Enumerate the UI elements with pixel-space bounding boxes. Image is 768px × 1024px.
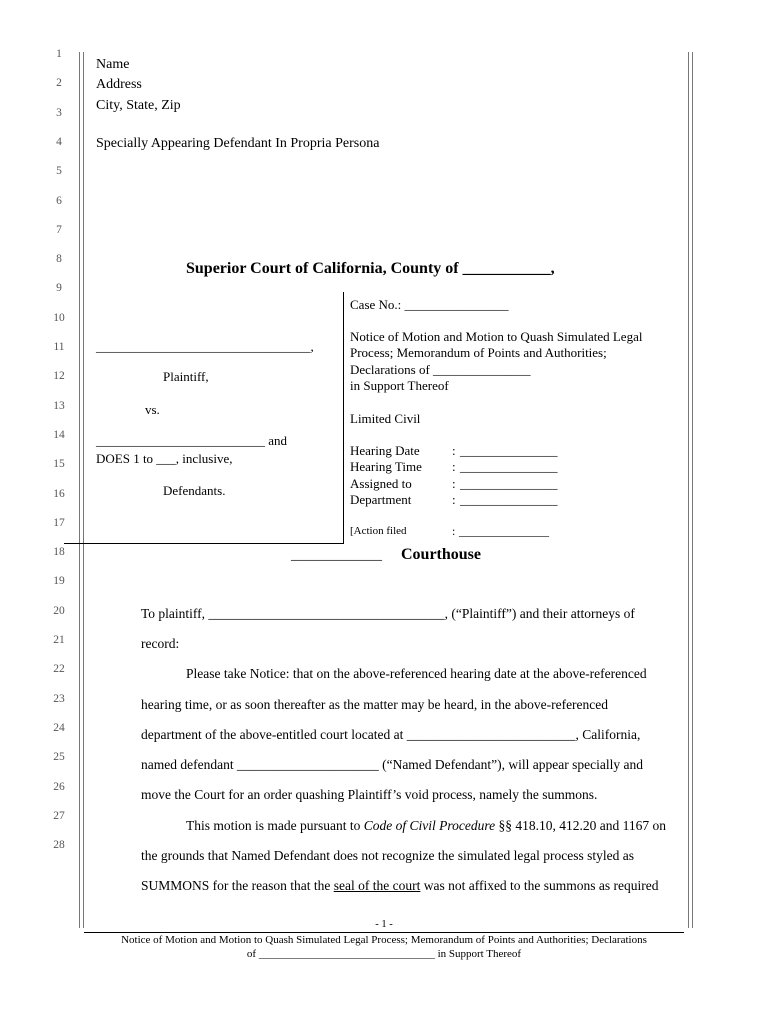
line-number: 24 <box>53 721 65 734</box>
hearing-field-label: Hearing Date <box>350 443 420 458</box>
hearing-field-blank: _______________ <box>460 459 558 475</box>
hearing-field-colon: : <box>452 459 456 475</box>
hearing-field-colon: : <box>452 443 456 458</box>
line-number: 2 <box>56 77 62 90</box>
defendants-label: Defendants. <box>163 483 226 498</box>
body-line-1: To plaintiff, ___________________________________, (“Plaintiff”) and their attorneys of <box>141 606 635 621</box>
plaintiff-blank: _________________________________, <box>96 339 314 354</box>
court-title: Superior Court of California, County of ___________, <box>186 260 555 277</box>
action-filed-blank: _______________ <box>459 524 549 538</box>
motion-title-line: in Support Thereof <box>350 378 449 393</box>
action-filed-colon: : <box>452 524 456 538</box>
right-margin-rule-2 <box>692 52 693 928</box>
vs-label: vs. <box>145 402 160 417</box>
limited-civil-label: Limited Civil <box>350 411 421 426</box>
line-number: 18 <box>53 546 65 559</box>
line-number: 20 <box>53 604 65 617</box>
body-line-6: named defendant _____________________ (“Named Defendant”), will appear specially and <box>141 757 643 772</box>
caption-divider-horizontal <box>64 543 344 544</box>
para2-line3-pre: SUMMONS for the reason that the <box>141 878 334 893</box>
line-number: 15 <box>53 458 65 471</box>
line-number: 4 <box>56 135 62 148</box>
para2-line-2: the grounds that Named Defendant does not recognize the simulated legal process styled as <box>141 848 634 863</box>
body-line-4: hearing time, or as soon thereafter as the matter may be heard, in the above-referenced <box>141 697 609 712</box>
line-number: 6 <box>56 194 62 207</box>
line-number: 9 <box>56 282 62 295</box>
case-number: Case No.: ________________ <box>350 297 509 312</box>
body-line-3: Please take Notice: that on the above-referenced hearing date at the above-referenced <box>186 666 647 681</box>
footer-line-1: Notice of Motion and Motion to Quash Simulated Legal Process; Memorandum of Points and Authorities; Declarations <box>121 934 647 946</box>
para2-line3-post: was not affixed to the summons as required <box>420 878 659 893</box>
right-margin-rule-1 <box>688 52 689 928</box>
left-margin-rule-2 <box>83 52 84 928</box>
line-number: 27 <box>53 809 65 822</box>
line-number: 26 <box>53 780 65 793</box>
line-number: 19 <box>53 575 65 588</box>
hearing-field-colon: : <box>452 475 456 491</box>
footer-line-2: of ________________________________ in Support Thereof <box>246 948 522 960</box>
motion-title-line: Process; Memorandum of Points and Authorities; <box>350 345 607 360</box>
line-number: 5 <box>56 165 62 178</box>
para2-prefix: This motion is made pursuant to <box>186 818 364 833</box>
line-number: 10 <box>53 311 65 324</box>
motion-title-line: Notice of Motion and Motion to Quash Simulated Legal <box>350 329 643 344</box>
code-citation: Code of Civil Procedure <box>363 818 496 833</box>
line-number: 25 <box>53 751 65 764</box>
line-number: 7 <box>56 223 62 236</box>
line-number: 16 <box>53 487 65 500</box>
courthouse-blank: _____________ <box>291 548 382 563</box>
footer-rule <box>84 932 684 933</box>
caption-divider-vertical <box>343 292 344 544</box>
body-line-7: move the Court for an order quashing Plaintiff’s void process, namely the summons. <box>141 787 598 802</box>
line-number: 13 <box>53 399 65 412</box>
party-role: Specially Appearing Defendant In Propria Persona <box>96 136 380 151</box>
party-city-state-zip: City, State, Zip <box>96 98 181 113</box>
line-number: 23 <box>53 692 65 705</box>
hearing-field-label: Department <box>350 491 412 507</box>
line-number: 17 <box>53 516 65 529</box>
line-number: 28 <box>53 839 65 852</box>
body-line-2: record: <box>141 636 180 651</box>
action-filed-label: [Action filed <box>350 525 407 537</box>
hearing-field-label: Assigned to <box>350 475 412 491</box>
does-line: DOES 1 to ___, inclusive, <box>96 451 233 466</box>
hearing-field-blank: _______________ <box>460 475 558 491</box>
para2-suffix: §§ 418.10, 412.20 and 1167 on <box>495 818 666 833</box>
hearing-field-blank: _______________ <box>460 491 558 507</box>
courthouse-label: Courthouse <box>401 546 482 563</box>
line-number: 12 <box>53 370 65 383</box>
line-number: 3 <box>56 106 62 119</box>
line-number: 22 <box>53 663 65 676</box>
line-number: 14 <box>53 428 65 441</box>
hearing-field-colon: : <box>452 491 456 507</box>
line-number: 11 <box>53 341 65 353</box>
line-number: 21 <box>53 634 65 646</box>
seal-of-court-text: seal of the court <box>333 878 421 893</box>
line-number: 1 <box>56 48 62 60</box>
defendant-blank: __________________________ and <box>96 433 288 448</box>
hearing-field-label: Hearing Time <box>350 459 422 475</box>
left-margin-rule-1 <box>79 52 80 928</box>
party-name: Name <box>96 57 130 72</box>
para2-line-1 <box>186 818 666 834</box>
party-address: Address <box>96 77 142 92</box>
hearing-field-blank: _______________ <box>460 443 558 458</box>
page-number: - 1 - <box>375 919 393 930</box>
line-number: 8 <box>56 253 62 266</box>
para2-line-3 <box>141 878 659 894</box>
motion-title-line: Declarations of _______________ <box>350 362 531 377</box>
body-line-5: department of the above-entitled court located at _________________________, California, <box>141 727 641 742</box>
plaintiff-label: Plaintiff, <box>163 369 209 384</box>
